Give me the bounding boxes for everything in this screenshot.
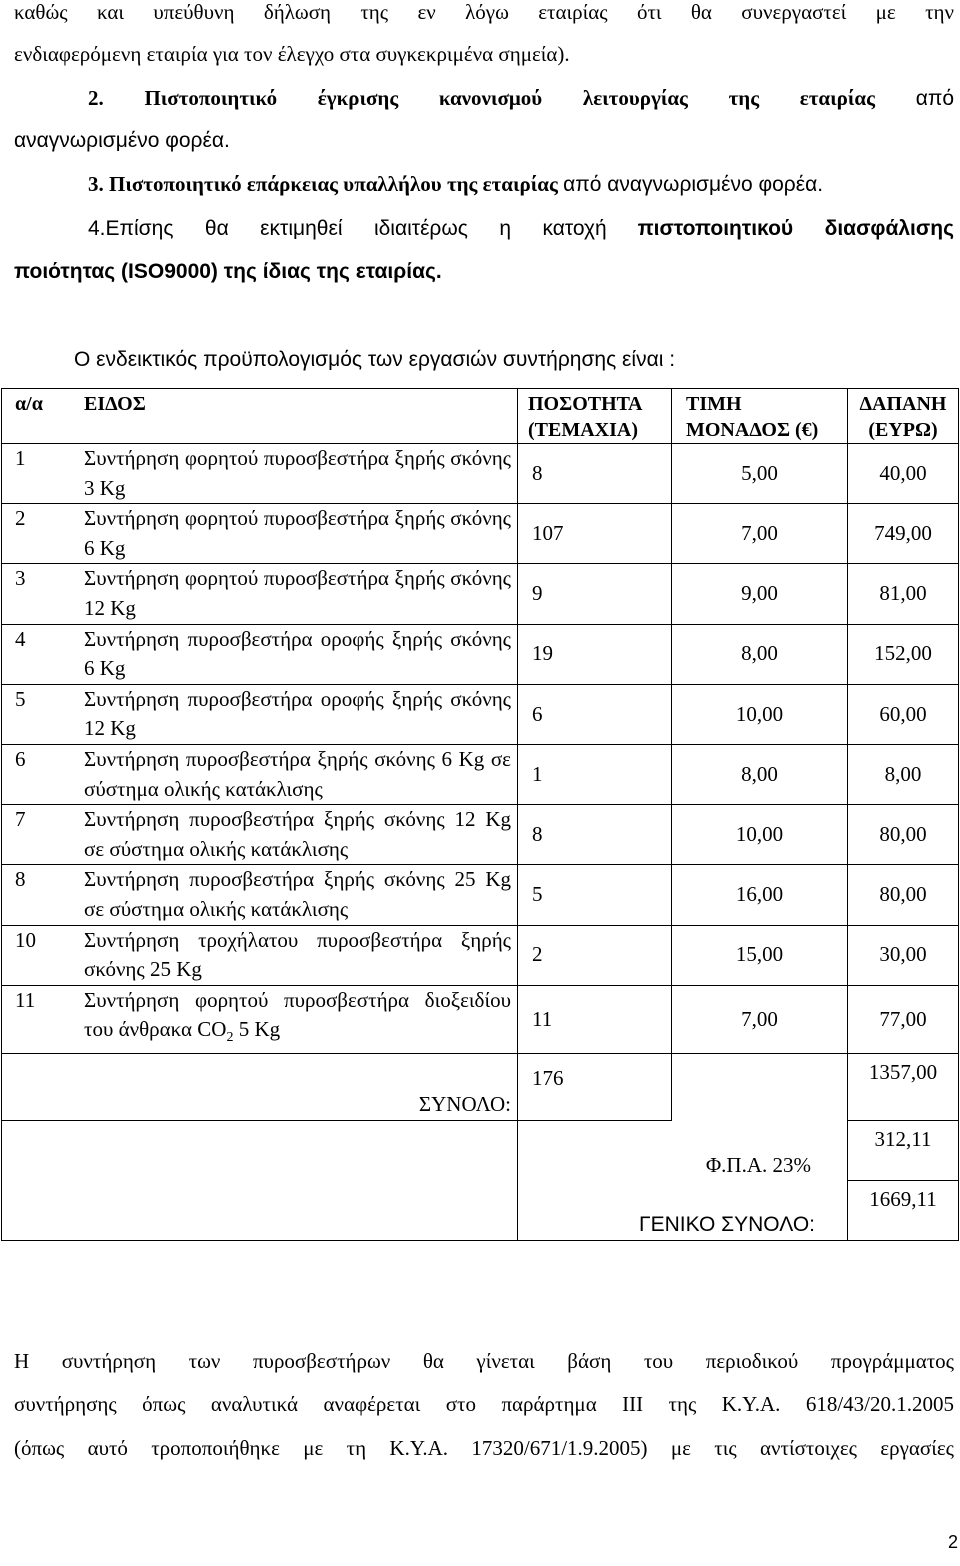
page-number: 2 — [947, 1532, 958, 1552]
row-description — [70, 744, 518, 804]
row-description — [70, 444, 518, 504]
row-cost: 80,00 — [848, 865, 959, 925]
budget-caption: Ο ενδεικτικός προϋπολογισμός των εργασιών συντήρησης είναι : — [74, 348, 676, 371]
item-2-line-2: αναγνωρισμένο φορέα. — [14, 129, 230, 152]
row-unit-price: 9,00 — [672, 564, 848, 624]
table-row — [2, 564, 959, 624]
row-unit-price: 8,00 — [672, 624, 848, 684]
row-quantity: 1 — [518, 744, 672, 804]
row-cost: 60,00 — [848, 684, 959, 744]
grand-total-row — [2, 1181, 959, 1241]
item-3-bold: 3. Πιστοποιητικό επάρκειας υπαλλήλου της εταιρίας — [88, 172, 558, 196]
row-quantity: 9 — [518, 564, 672, 624]
total-qty: 176 — [518, 1054, 672, 1121]
row-quantity: 5 — [518, 865, 672, 925]
table-row — [2, 744, 959, 804]
row-quantity: 107 — [518, 504, 672, 564]
row-quantity: 8 — [518, 444, 672, 504]
row-description-text: Συντήρηση πυροσβεστήρα ξηρής σκόνης 25 Kg σε σύστημα ολικής κατάκλισης — [84, 867, 511, 921]
item-4 — [88, 216, 954, 241]
row-cost: 40,00 — [848, 444, 959, 504]
row-description — [70, 624, 518, 684]
row-quantity: 19 — [518, 624, 672, 684]
intro-line-2: ενδιαφερόμενη εταιρία για τον έλεγχο στα συγκεκριμένα σημεία). — [14, 42, 570, 66]
row-cost: 152,00 — [848, 624, 959, 684]
item-2 — [88, 86, 954, 111]
budget-table — [1, 388, 959, 1241]
row-description — [70, 564, 518, 624]
row-number: 6 — [2, 744, 71, 804]
row-description-subscript: 2 — [226, 1030, 234, 1046]
row-number: 1 — [2, 444, 71, 504]
table-row — [2, 925, 959, 985]
item-4-line-2-text: ποιότητας (ISO9000) της ίδιας της εταιρίας. — [14, 260, 442, 283]
header-num: α/α — [2, 389, 71, 444]
row-number: 11 — [2, 985, 71, 1053]
grand-label: ΓΕΝΙΚΟ ΣΥΝΟΛΟ: — [518, 1181, 848, 1241]
row-description-post: 5 Kg — [233, 1017, 281, 1042]
row-unit-price: 10,00 — [672, 684, 848, 744]
row-number: 2 — [2, 504, 71, 564]
row-quantity: 8 — [518, 805, 672, 865]
item-3-rest: από αναγνωρισμένο φορέα. — [563, 173, 824, 196]
header-qty: ΠΟΣΟΤΗΤΑ (ΤΕΜΑΧΙΑ) — [518, 389, 672, 444]
item-4-pre: 4.Επίσης θα εκτιμηθεί ιδιαιτέρως η κατοχή — [88, 217, 607, 240]
row-description — [70, 985, 518, 1053]
row-description — [70, 865, 518, 925]
row-unit-price: 7,00 — [672, 504, 848, 564]
row-description-pre: Συντήρηση φορητού πυροσβεστήρα διοξειδίου του άνθρακα CO — [84, 987, 511, 1042]
row-number: 5 — [2, 684, 71, 744]
table-header-row — [2, 389, 959, 444]
table-row — [2, 504, 959, 564]
row-cost: 749,00 — [848, 504, 959, 564]
table-row — [2, 985, 959, 1053]
intro-line-1: καθώς και υπεύθυνη δήλωση της εν λόγω εταιρίας ότι θα συνεργαστεί με την — [14, 0, 954, 24]
row-description-text: Συντήρηση τροχήλατου πυροσβεστήρα ξηρής σκόνης 25 Kg — [84, 927, 511, 982]
item-2-rest: από — [915, 87, 955, 110]
outro-line-3: (όπως αυτό τροποποιήθηκε με τη Κ.Υ.Α. 17320/671/1.9.2005) με τις αντίστοιχες εργασίες — [14, 1436, 954, 1460]
table-row — [2, 805, 959, 865]
row-cost: 30,00 — [848, 925, 959, 985]
total-price-empty — [672, 1054, 848, 1121]
row-number: 7 — [2, 805, 71, 865]
grand-empty — [2, 1181, 518, 1241]
table-row — [2, 684, 959, 744]
row-unit-price: 8,00 — [672, 744, 848, 804]
table-row — [2, 865, 959, 925]
row-unit-price: 5,00 — [672, 444, 848, 504]
row-unit-price: 10,00 — [672, 805, 848, 865]
row-description-text: Συντήρηση φορητού πυροσβεστήρα ξηρής σκόνης 3 Kg — [84, 446, 511, 500]
row-description-text: Συντήρηση πυροσβεστήρα οροφής ξηρής σκόνης 6 Kg — [84, 626, 511, 681]
header-cost: ΔΑΠΑΝΗ (ΕΥΡΩ) — [848, 389, 959, 444]
row-unit-price: 16,00 — [672, 865, 848, 925]
table-row — [2, 624, 959, 684]
row-quantity: 11 — [518, 985, 672, 1053]
table-row — [2, 444, 959, 504]
grand-cost: 1669,11 — [848, 1181, 959, 1241]
row-quantity: 6 — [518, 684, 672, 744]
vat-empty — [2, 1121, 518, 1181]
row-description — [70, 504, 518, 564]
row-unit-price: 15,00 — [672, 925, 848, 985]
outro-line-2: συντήρησης όπως αναλυτικά αναφέρεται στο παράρτημα ΙΙΙ της Κ.Υ.Α. 618/43/20.1.2005 — [14, 1392, 954, 1416]
item-3 — [88, 172, 954, 197]
row-description-text: Συντήρηση φορητού πυροσβεστήρα ξηρής σκόνης 6 Kg — [84, 506, 511, 560]
vat-row — [2, 1121, 959, 1181]
row-number: 4 — [2, 624, 71, 684]
total-cost: 1357,00 — [848, 1054, 959, 1121]
row-description — [70, 805, 518, 865]
row-description-text: Συντήρηση πυροσβεστήρα οροφής ξηρής σκόνης 12 Kg — [84, 686, 511, 741]
row-cost: 81,00 — [848, 564, 959, 624]
row-description-text — [84, 986, 511, 1053]
row-unit-price: 7,00 — [672, 985, 848, 1053]
row-number: 8 — [2, 865, 71, 925]
vat-cost: 312,11 — [848, 1121, 959, 1181]
row-cost: 8,00 — [848, 744, 959, 804]
row-description-text: Συντήρηση φορητού πυροσβεστήρα ξηρής σκόνης 12 Kg — [84, 566, 511, 620]
row-number: 10 — [2, 925, 71, 985]
row-description-text: Συντήρηση πυροσβεστήρα ξηρής σκόνης 6 Kg σε σύστημα ολικής κατάκλισης — [84, 746, 511, 801]
item-4-bold: πιστοποιητικού διασφάλισης — [637, 217, 954, 240]
row-number: 3 — [2, 564, 71, 624]
item-2-bold: 2. Πιστοποιητικό έγκρισης κανονισμού λειτουργίας της εταιρίας — [88, 86, 875, 110]
row-cost: 80,00 — [848, 805, 959, 865]
item-4-line-2 — [14, 260, 954, 284]
row-description-text: Συντήρηση πυροσβεστήρα ξηρής σκόνης 12 Kg σε σύστημα ολικής κατάκλισης — [84, 807, 511, 861]
total-label: ΣΥΝΟΛΟ: — [2, 1054, 518, 1121]
row-description — [70, 925, 518, 985]
vat-label: Φ.Π.Α. 23% — [518, 1121, 848, 1181]
header-desc: ΕΙΔΟΣ — [70, 389, 518, 444]
row-cost: 77,00 — [848, 985, 959, 1053]
outro-line-1: Η συντήρηση των πυροσβεστήρων θα γίνεται βάση του περιοδικού προγράμματος — [14, 1349, 954, 1373]
row-description — [70, 684, 518, 744]
total-row — [2, 1054, 959, 1121]
row-quantity: 2 — [518, 925, 672, 985]
header-price: ΤΙΜΗ ΜΟΝΑΔΟΣ (€) — [672, 389, 848, 444]
